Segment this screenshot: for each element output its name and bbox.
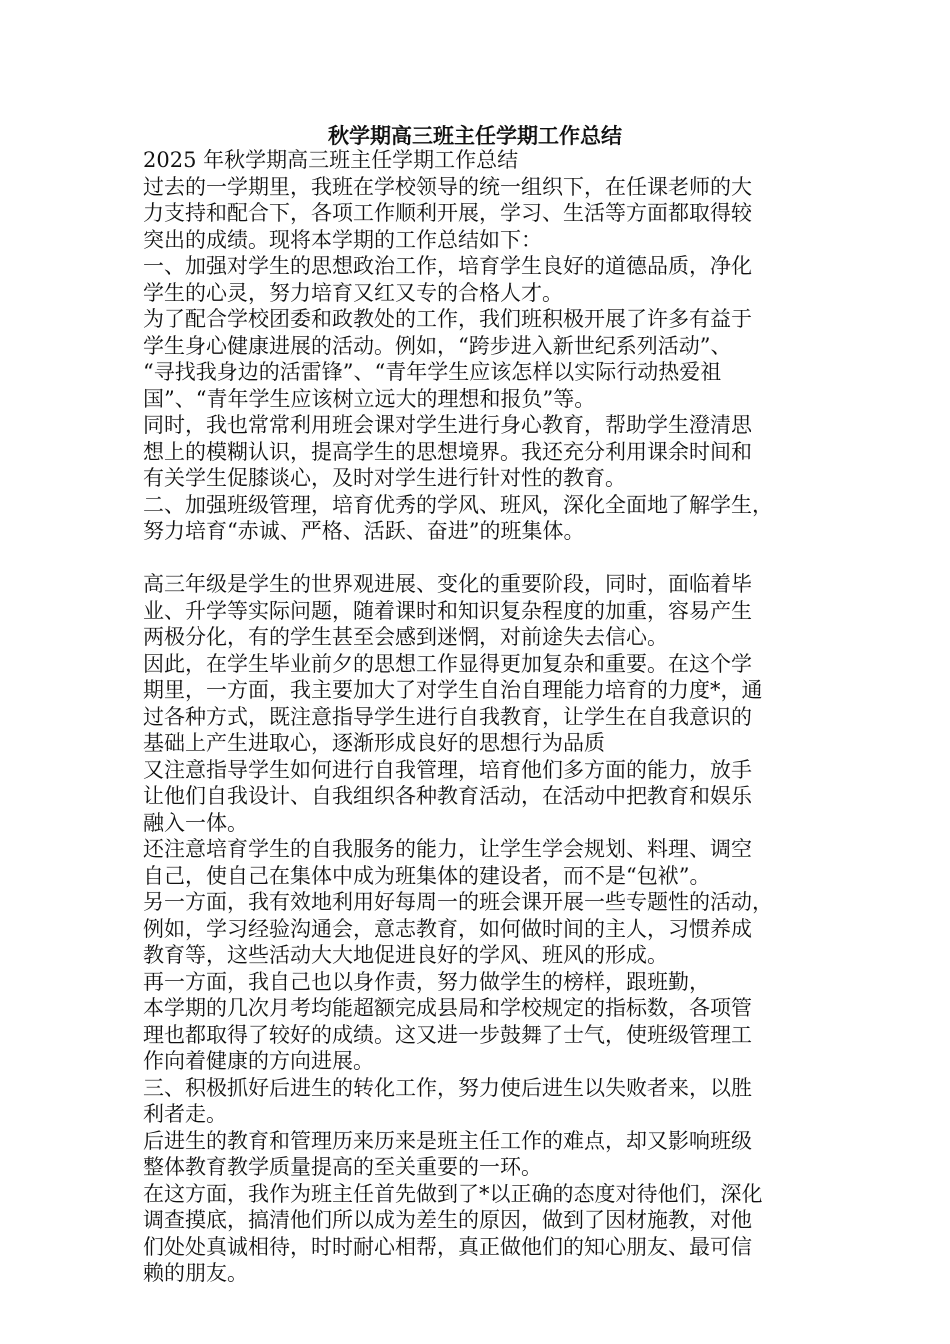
paragraph [143,571,811,651]
text-line: 再一方面，我自己也以身作责，努力做学生的榜样，跟班勤， [143,969,710,994]
text-line: 学生的心灵，努力培育又红又专的合格人才。 [143,280,563,305]
text-line: 国”、“青年学生应该树立远大的理想和报负”等。 [143,386,596,411]
text-line: 利者走。 [143,1102,227,1126]
text-line: 高三年级是学生的世界观进展、变化的重要阶段，同时，面临着毕 [143,572,752,596]
text-line: 过各种方式，既注意指导学生进行自我教育，让学生在自我意识的 [143,704,752,729]
text-line: 后进生的教育和管理历来历来是班主任工作的难点，却又影响班级 [143,1128,752,1153]
text-line: 过去的一学期里，我班在学校领导的统一组织下，在任课老师的大 [143,174,752,199]
text-line: 在这方面，我作为班主任首先做到了*以正确的态度对待他们，深化 [143,1181,763,1206]
text-line: 二、加强班级管理，培育优秀的学风、班风，深化全面地了解学生， [143,492,773,517]
text-line: 整体教育教学质量提高的至关重要的一环。 [143,1155,542,1179]
section-heading-1 [143,253,811,306]
text-line: 有关学生促膝谈心，及时对学生进行针对性的教育。 [143,466,626,490]
text-line: 作向着健康的方向进展。 [143,1049,374,1073]
text-line: 一、加强对学生的思想政治工作，培育学生良好的道德品质，净化 [143,254,752,278]
text-line: 让他们自我设计、自我组织各种教育活动，在活动中把教育和娱乐 [143,784,752,808]
text-line: 本学期的几次月考均能超额完成县局和学校规定的指标数，各项管 [143,996,752,1020]
text-line: 基础上产生进取心，逐渐形成良好的思想行为品质 [143,731,605,755]
text-line: 还注意培育学生的自我服务的能力，让学生学会规划、料理、调空 [143,837,752,861]
text-line: “寻找我身边的活雷锋”、“青年学生应该怎样以实际行动热爱祖 [143,360,722,384]
text-line: 教育等，这些活动大大地促进良好的学风、班风的形成。 [143,943,668,967]
text-line: 自己，使自己在集体中成为班集体的建设者，而不是“包袱”。 [143,863,711,888]
text-line: 三、积极抓好后进生的转化工作，努力使后进生以失败者来，以胜 [143,1075,752,1100]
text-line: 另一方面，我有效地利用好每周一的班会课开展一些专题性的活动， [143,890,773,914]
document-title: 秋学期高三班主任学期工作总结 [328,124,622,148]
paragraph [143,969,811,996]
text-line: 业、升学等实际问题，随着课时和知识复杂程度的加重，容易产生 [143,598,752,623]
text-line: 因此，在学生毕业前夕的思想工作显得更加复杂和重要。在这个学 [143,651,752,676]
text-line: 为了配合学校团委和政教处的工作，我们班积极开展了许多有益于 [143,307,752,331]
paragraph-intro [143,174,811,254]
paragraph [143,1128,811,1181]
text-line: 赖的朋友。 [143,1261,248,1285]
paragraph [143,651,811,757]
paragraph [143,889,811,969]
section-heading-3 [143,1075,811,1128]
document-body [143,147,811,1287]
text-line: 例如，学习经验沟通会，意志教育，如何做时间的主人，习惯养成 [143,916,752,941]
text-line: 力支持和配合下，各项工作顺利开展，学习、生活等方面都取得较 [143,201,752,225]
text-line: 调查摸底，搞清他们所以成为差生的原因，做到了因材施教，对他 [143,1208,752,1232]
text-line: 理也都取得了较好的成绩。这又进一步鼓舞了士气，使班级管理工 [143,1022,752,1047]
text-line: 2025 年秋学期高三班主任学期工作总结 [143,148,519,172]
text-line: 融入一体。 [143,810,248,835]
text-line: 努力培育“赤诚、严格、活跃、奋进”的班集体。 [143,519,585,543]
text-line: 同时，我也常常利用班会课对学生进行身心教育，帮助学生澄清思 [143,413,752,437]
text-line: 想上的模糊认识，提高学生的思想境界。我还充分利用课余时间和 [143,439,752,464]
paragraph-subtitle [143,147,811,174]
paragraph [143,757,811,837]
text-line: 又注意指导学生如何进行自我管理，培育他们多方面的能力，放手 [143,757,752,782]
text-line: 们处处真诚相待，时时耐心相帮，真正做他们的知心朋友、最可信 [143,1234,752,1259]
blank-line [143,545,811,572]
paragraph [143,306,811,412]
paragraph [143,995,811,1075]
text-line: 学生身心健康进展的活动。例如，“跨步进入新世纪系列活动”、 [143,333,732,358]
text-line: 两极分化，有的学生甚至会感到迷惘，对前途失去信心。 [143,625,668,649]
paragraph [143,412,811,492]
section-heading-2 [143,492,811,545]
paragraph [143,1181,811,1287]
paragraph [143,836,811,889]
text-line: 期里，一方面，我主要加大了对学生自治自理能力培育的力度*，通 [143,678,763,702]
text-line: 突出的成绩。现将本学期的工作总结如下： [143,227,542,252]
